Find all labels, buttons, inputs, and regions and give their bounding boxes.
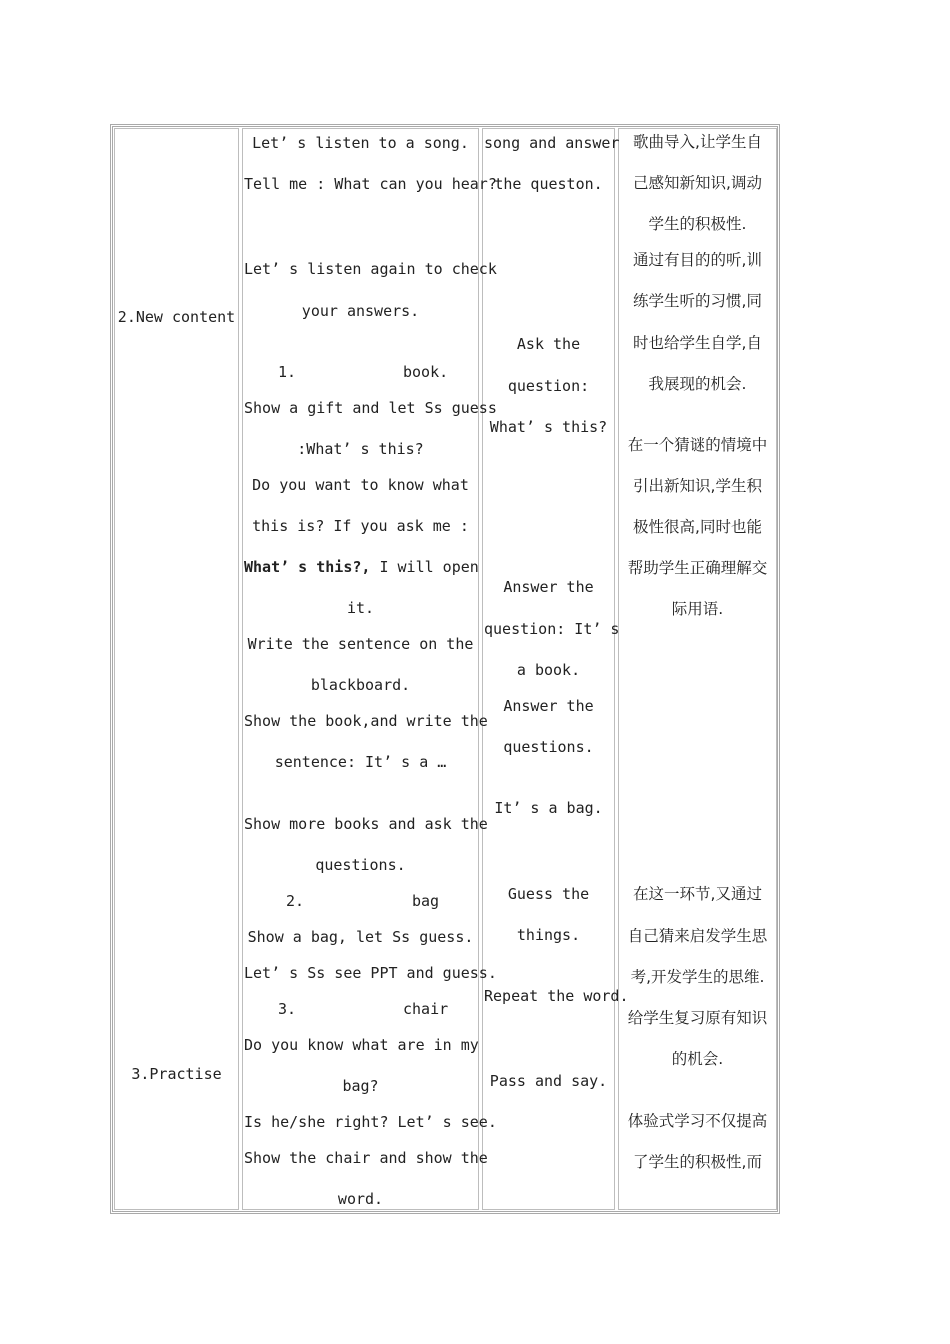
purpose-line: 的机会.	[671, 1050, 724, 1068]
student-line: Answer the	[503, 697, 594, 715]
stage-column	[114, 128, 239, 1210]
stage-practise: 3.Practise	[131, 1065, 222, 1083]
stage-new-content: 2.New content	[117, 308, 236, 326]
teacher-line: questions.	[315, 856, 406, 874]
item-number: 3.	[278, 1000, 297, 1018]
student-line: a book.	[516, 661, 581, 679]
student-line: Repeat the word.	[484, 987, 629, 1005]
teacher-line: bag?	[342, 1077, 379, 1095]
teacher-line: Show more books and ask the	[244, 815, 488, 833]
purpose-line: 在这一环节,又通过	[633, 885, 762, 903]
purpose-line: 体验式学习不仅提高	[627, 1112, 768, 1130]
teacher-line: Do you want to know what	[252, 476, 469, 494]
teacher-line: Is he/she right? Let’ s see.	[244, 1113, 497, 1131]
student-line: question: It’ s	[484, 620, 620, 638]
purpose-line: 己感知新知识,调动	[633, 174, 762, 192]
purpose-line: 极性很高,同时也能	[633, 518, 762, 536]
student-line: What’ s this?	[489, 418, 608, 436]
teacher-line: Do you know what are in my	[244, 1036, 479, 1054]
teacher-line: Tell me : What can you hear?	[244, 175, 497, 193]
purpose-line: 自己猜来启发学生思	[627, 927, 768, 945]
teacher-line-rest: I will open	[370, 558, 479, 576]
teacher-line: Let’ s listen to a song.	[252, 134, 469, 152]
teacher-line: Write the sentence on the	[247, 635, 474, 653]
purpose-line: 学生的积极性.	[648, 215, 747, 233]
item-word: bag	[412, 892, 440, 910]
item-number: 2.	[286, 892, 305, 910]
purpose-line: 了学生的积极性,而	[633, 1153, 762, 1171]
purpose-column	[618, 128, 777, 1210]
teacher-line: sentence: It’ s a …	[274, 753, 447, 771]
purpose-line: 时也给学生自学,自	[633, 334, 762, 352]
student-line: Answer the	[503, 578, 594, 596]
teacher-line: your answers.	[301, 302, 420, 320]
purpose-line: 练学生听的习惯,同	[633, 292, 762, 310]
student-line: It’ s a bag.	[494, 799, 603, 817]
teacher-line: Show the book,and write the	[244, 712, 488, 730]
student-line: things.	[516, 926, 581, 944]
purpose-line: 引出新知识,学生积	[633, 477, 762, 495]
teacher-line: Show a gift and let Ss guess	[244, 399, 497, 417]
student-line: question:	[507, 377, 590, 395]
teacher-line: :What’ s this?	[297, 440, 424, 458]
purpose-line: 帮助学生正确理解交	[627, 559, 768, 577]
student-line: Pass and say.	[489, 1072, 608, 1090]
student-line: the queston.	[494, 175, 603, 193]
student-line: Ask the	[516, 335, 581, 353]
item-word: chair	[403, 1000, 449, 1018]
teacher-line: Show a bag, let Ss guess.	[247, 928, 474, 946]
purpose-line: 际用语.	[671, 600, 724, 618]
teacher-line: it.	[346, 599, 375, 617]
bold-question: What’ s this?,	[244, 558, 371, 576]
purpose-line: 给学生复习原有知识	[627, 1009, 768, 1027]
teacher-line	[244, 558, 477, 576]
student-line: questions.	[503, 738, 594, 756]
item-word: book.	[403, 363, 449, 381]
purpose-line: 歌曲导入,让学生自	[633, 133, 762, 151]
purpose-line: 在一个猜谜的情境中	[627, 436, 768, 454]
teacher-line: blackboard.	[310, 676, 411, 694]
teacher-line: word.	[337, 1190, 384, 1208]
teacher-line: Let’ s listen again to check	[244, 260, 497, 278]
purpose-line: 通过有目的的听,训	[633, 251, 762, 269]
purpose-line: 我展现的机会.	[648, 375, 747, 393]
purpose-line: 考,开发学生的思维.	[630, 968, 765, 986]
student-line: song and answer	[484, 134, 620, 152]
student-line: Guess the	[507, 885, 590, 903]
teacher-line: this is? If you ask me :	[252, 517, 469, 535]
teacher-line: Show the chair and show the	[244, 1149, 488, 1167]
teacher-line: Let’ s Ss see PPT and guess.	[244, 964, 497, 982]
item-number: 1.	[278, 363, 297, 381]
